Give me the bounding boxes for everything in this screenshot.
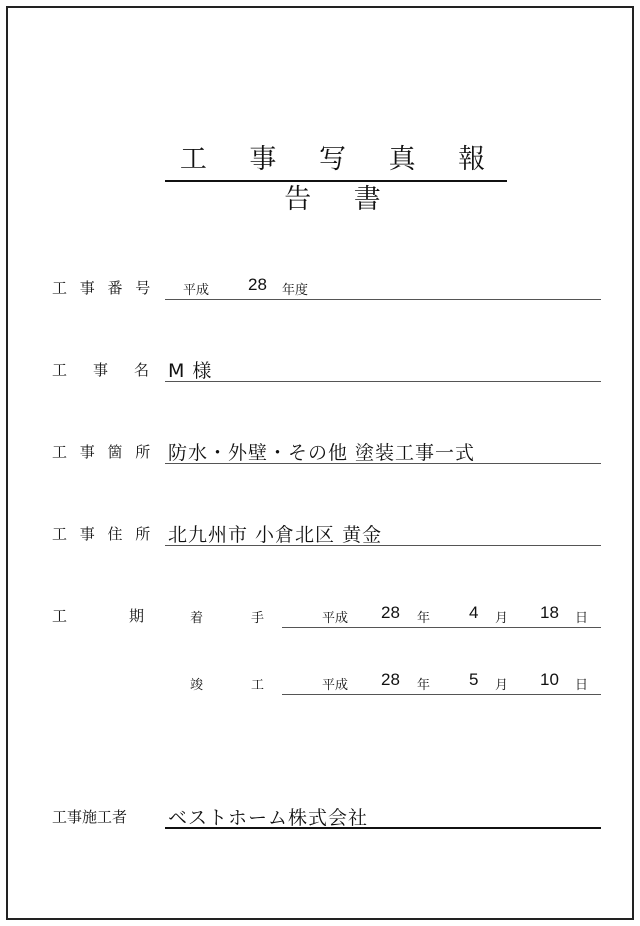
period-start-day-unit: 日: [575, 611, 589, 626]
label-char: 事: [93, 361, 109, 379]
label-char: 名: [134, 361, 150, 379]
construction-number-era: 平成: [183, 283, 210, 298]
period-end-label-a: 竣: [190, 678, 204, 693]
period-start-day: 18: [540, 603, 559, 622]
period-end-month: 5: [469, 670, 479, 689]
construction-number-year: 28: [248, 275, 267, 294]
period-start-year-unit: 年: [417, 611, 431, 626]
period-start-label-a: 着: [190, 611, 204, 626]
document-title: 工 事 写 真 報 告 書: [165, 140, 507, 182]
construction-number-suffix: 年度: [282, 283, 309, 298]
period-end-era: 平成: [322, 678, 349, 693]
period-start-month: 4: [469, 603, 479, 622]
label-char: 工: [52, 607, 68, 625]
period-start-label-b: 手: [251, 611, 265, 626]
label-char: 工: [52, 361, 68, 379]
label-construction-address: 工 事 住 所: [52, 525, 155, 543]
label-construction-location: 工 事 箇 所: [52, 443, 155, 461]
period-end-label-b: 工: [251, 678, 265, 693]
construction-number-line: [165, 277, 601, 300]
label-char: 期: [129, 607, 145, 625]
label-contractor: 工事施工者: [52, 808, 128, 826]
construction-name-value: M 様: [168, 360, 213, 382]
label-construction-period: [52, 605, 144, 626]
period-end-month-unit: 月: [495, 678, 509, 693]
construction-name-line: [165, 359, 601, 382]
period-start-year: 28: [381, 603, 400, 622]
contractor-value: ベストホーム株式会社: [168, 807, 369, 829]
label-construction-name: [52, 359, 149, 380]
period-start-era: 平成: [322, 611, 349, 626]
period-end-day: 10: [540, 670, 559, 689]
period-end-day-unit: 日: [575, 678, 589, 693]
period-end-year-unit: 年: [417, 678, 431, 693]
period-end-year: 28: [381, 670, 400, 689]
construction-address-value: 北九州市 小倉北区 黄金: [168, 524, 383, 546]
label-construction-number: 工 事 番 号: [52, 279, 155, 297]
construction-location-value: 防水・外壁・その他 塗装工事一式: [168, 442, 476, 464]
period-start-month-unit: 月: [495, 611, 509, 626]
